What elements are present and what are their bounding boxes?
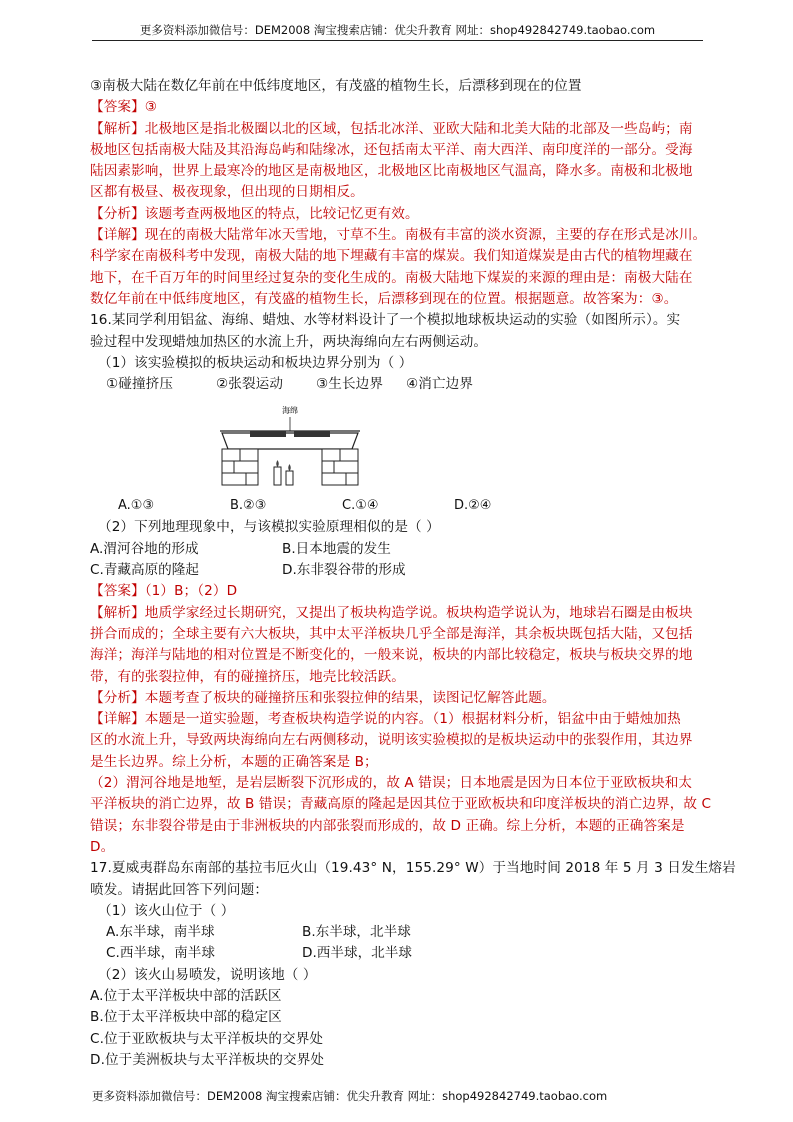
q16-sub2-question: （2）下列地理现象中，与该模拟实验原理相似的是（ ） bbox=[98, 519, 440, 536]
choice-d[interactable]: D.②④ bbox=[454, 498, 492, 514]
q16-sub2-choices-row bbox=[90, 539, 704, 560]
choice-d[interactable]: D.西半球，北半球 bbox=[302, 945, 412, 962]
q15-answer: 【答案】③ bbox=[90, 99, 158, 116]
q16-detail-line: 【详解】本题是一道实验题，考查板块构造学说的内容。（1）根据材料分析，铝盆中由于蜡烛加热 bbox=[90, 711, 681, 728]
choice-a[interactable]: A.位于太平洋板块中部的活跃区 bbox=[90, 987, 282, 1004]
experiment-figure bbox=[210, 397, 370, 493]
q16-stem-line: 16.某同学利用铝盆、海绵、蜡烛、水等材料设计了一个模拟地球板块运动的实验（如图所示）。实 bbox=[90, 312, 681, 329]
q16-detail-line: 是生长边界。综上分析，本题的正确答案是 B； bbox=[90, 753, 378, 770]
page-header: 更多资料添加微信号：DEM2008 淘宝搜索店铺：优尖升教育 网址：shop492842749.taobao.com bbox=[139, 23, 656, 37]
choice-c[interactable]: C.西半球，南半球 bbox=[106, 945, 215, 962]
q16-detail-line: （2）渭河谷地是地堑，是岩层断裂下沉形成的，故 A 错误；日本地震是因为日本位于亚欧板块和太 bbox=[90, 775, 693, 792]
choice-d[interactable]: D.东非裂谷带的形成 bbox=[282, 562, 406, 579]
header-divider bbox=[92, 40, 703, 41]
q16-sub1-choices bbox=[90, 495, 704, 517]
q15-detail-line: 【详解】现在的南极大陆常年冰天雪地，寸草不生。南极有丰富的淡水资源，主要的存在形式是冰川。 bbox=[90, 227, 707, 244]
q16-fenxi: 【分析】本题考查了板块的碰撞挤压和张裂拉伸的结果，读图记忆解答此题。 bbox=[90, 689, 556, 706]
sponge-label: 海绵 bbox=[282, 406, 298, 416]
q15-fenxi: 【分析】该题考查两极地区的特点，比较记忆更有效。 bbox=[90, 205, 419, 222]
q15-detail-line: 数亿年前在中低纬度地区，有茂盛的植物生长，后漂移到现在的位置。根据题意。故答案为：③。 bbox=[90, 290, 678, 307]
q17-stem-line: 17.夏威夷群岛东南部的基拉韦厄火山（19.43° N，155.29° W）于当地时间 2018 年 5 月 3 日发生熔岩 bbox=[90, 860, 736, 877]
q15-analysis-line: 极地区包括南极大陆及其沿海岛屿和陆缘冰，还包括南太平洋、南大西洋、南印度洋的一部分。受海 bbox=[90, 141, 693, 158]
sponge-left bbox=[250, 431, 286, 437]
q17-sub2-question: （2）该火山易喷发，说明该地（ ） bbox=[98, 966, 317, 983]
choice-a[interactable]: A.渭河谷地的形成 bbox=[90, 540, 199, 557]
q16-item-2: ②张裂运动 bbox=[216, 376, 284, 393]
document-body bbox=[90, 76, 736, 1071]
q16-analysis-line: 拼合而成的；全球主要有六大板块，其中太平洋板块几乎全部是海洋，其余板块既包括大陆，又包括 bbox=[90, 625, 693, 642]
q16-sub1-items bbox=[90, 374, 704, 395]
q16-analysis-line: 带，有的张裂拉伸，有的碰撞挤压，地壳比较活跃。 bbox=[90, 668, 405, 685]
choice-c[interactable]: C.①④ bbox=[342, 498, 379, 514]
q16-item-1: ①碰撞挤压 bbox=[106, 376, 174, 393]
q16-answer: 【答案】（1）B；（2）D bbox=[90, 583, 238, 600]
candle-icon bbox=[274, 460, 293, 485]
choice-b[interactable]: B.东半球，北半球 bbox=[302, 924, 411, 941]
choice-c[interactable]: C.青藏高原的隆起 bbox=[90, 562, 199, 579]
choice-d[interactable]: D.位于美洲板块与太平洋板块的交界处 bbox=[90, 1051, 325, 1068]
choice-b[interactable]: B.②③ bbox=[230, 498, 267, 514]
q15-analysis-line: 区都有极昼、极夜现象，但出现的日期相反。 bbox=[90, 184, 364, 201]
q15-detail-line: 地下，在千百万年的时间里经过复杂的变化生成的。南极大陆地下煤炭的来源的理由是：南极大陆在 bbox=[90, 269, 693, 286]
choice-a[interactable]: A.①③ bbox=[118, 498, 155, 514]
q15-analysis-line: 【解析】北极地区是指北极圈以北的区域，包括北冰洋、亚欧大陆和北美大陆的北部及一些岛屿；南 bbox=[90, 120, 693, 137]
choice-c[interactable]: C.位于亚欧板块与太平洋板块的交界处 bbox=[90, 1030, 324, 1047]
q16-detail-line: 区的水流上升，导致两块海绵向左右两侧移动，说明该实验模拟的是板块运动中的张裂作用，其边界 bbox=[90, 732, 693, 749]
q16-stem-line: 验过程中发现蜡烛加热区的水流上升，两块海绵向左右两侧运动。 bbox=[90, 333, 488, 350]
page-footer: 更多资料添加微信号：DEM2008 淘宝搜索店铺：优尖升教育 网址：shop492842749.taobao.com bbox=[92, 1089, 608, 1103]
q16-analysis-line: 【解析】地质学家经过长期研究，又提出了板块构造学说。板块构造学说认为，地球岩石圈是由板块 bbox=[90, 604, 693, 621]
q16-analysis-line: 海洋；海洋与陆地的相对位置是不断变化的，一般来说，板块的内部比较稳定，板块与板块交界的地 bbox=[90, 647, 693, 664]
q16-detail-line: 平洋板块的消亡边界，故 B 错误；青藏高原的隆起是因其位于亚欧板块和印度洋板块的消亡边界，故 C bbox=[90, 796, 712, 813]
q16-sub2-choices-row bbox=[90, 560, 704, 581]
q15-detail-line: 科学家在南极科考中发现，南极大陆的地下埋藏有丰富的煤炭。我们知道煤炭是由古代的植物埋藏在 bbox=[90, 248, 693, 265]
q16-item-3: ③生长边界 bbox=[316, 376, 384, 393]
q17-sub1-choices-row bbox=[90, 922, 704, 943]
q16-item-4: ④消亡边界 bbox=[406, 376, 474, 393]
choice-a[interactable]: A.东半球，南半球 bbox=[106, 924, 215, 941]
q15-option-3: ③南极大陆在数亿年前在中低纬度地区，有茂盛的植物生长，后漂移到现在的位置 bbox=[90, 78, 582, 94]
experiment-diagram bbox=[210, 397, 370, 493]
choice-b[interactable]: B.日本地震的发生 bbox=[282, 540, 391, 557]
sponge-right bbox=[294, 431, 330, 437]
q16-detail-line: D。 bbox=[90, 838, 115, 855]
choice-b[interactable]: B.位于太平洋板块中部的稳定区 bbox=[90, 1009, 282, 1026]
q16-detail-line: 错误；东非裂谷带是由于非洲板块的内部张裂而形成的，故 D 正确。综上分析，本题的正确答案是 bbox=[90, 817, 685, 834]
q17-sub1-choices-row bbox=[90, 943, 704, 964]
q16-sub1-question: （1）该实验模拟的板块运动和板块边界分别为（ ） bbox=[98, 354, 413, 371]
q17-sub1-question: （1）该火山位于（ ） bbox=[98, 902, 235, 919]
q17-stem-line: 喷发。请据此回答下列问题： bbox=[90, 881, 269, 898]
q15-analysis-line: 陆因素影响，世界上最寒冷的地区是南极地区，北极地区比南极地区气温高，降水多。南极和北极地 bbox=[90, 163, 693, 180]
